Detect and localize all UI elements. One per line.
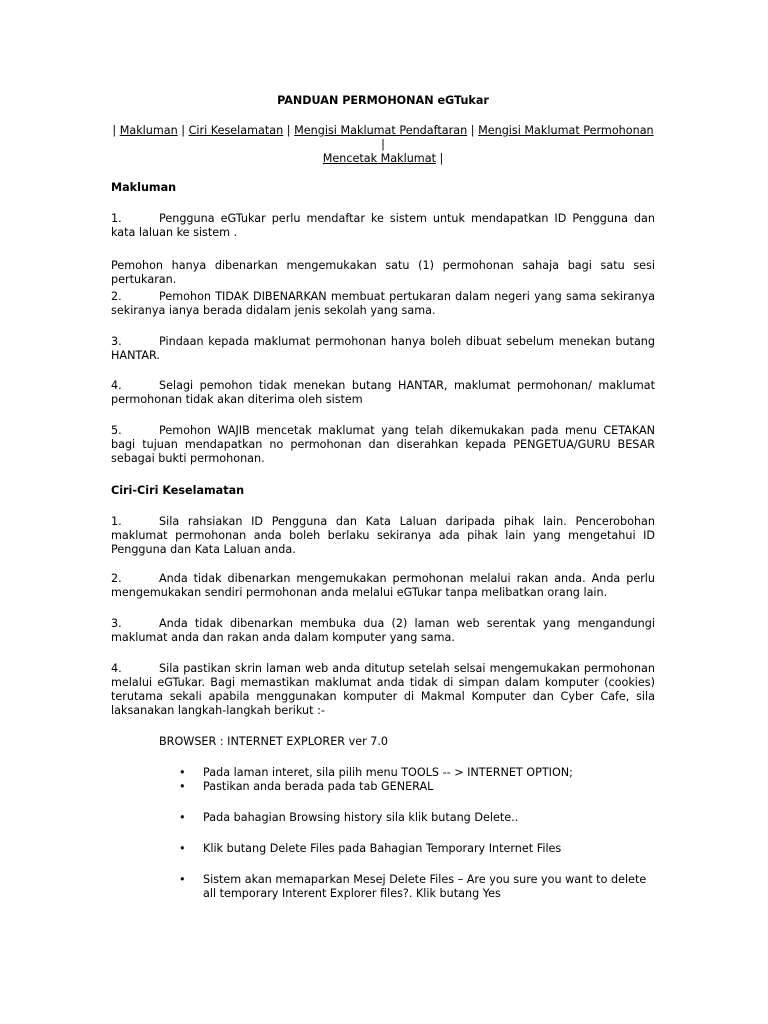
item-number: 1. xyxy=(111,515,122,528)
browser-label: BROWSER : INTERNET EXPLORER ver 7.0 xyxy=(159,735,389,748)
bullet-icon: • xyxy=(179,780,186,793)
nav-separator: | xyxy=(439,152,444,165)
bullet-icon: • xyxy=(179,873,186,886)
section-heading-makluman: Makluman xyxy=(111,181,177,194)
item-text: Sila rahsiakan ID Pengguna dan Kata Laluan daripada pihak lain. Pencerobohan maklumat permohonan anda boleh berlaku sekiranya ada pihak lain yang mengetahui ID Pengguna dan Kata Laluan anda. xyxy=(111,515,655,556)
makluman-item-3 xyxy=(111,335,655,363)
item-number: 2. xyxy=(111,572,122,585)
item-text: Pemohon TIDAK DIBENARKAN membuat pertukaran dalam negeri yang sama sekiranya sekiranya ianya berada didalam jenis sekolah yang sama. xyxy=(111,290,655,317)
item-text: Pengguna eGTukar perlu mendaftar ke sistem untuk mendapatkan ID Pengguna dan kata laluan ke sistem . xyxy=(111,212,655,239)
steps-list-d xyxy=(177,873,657,901)
item-text: Anda tidak dibenarkan membuka dua (2) laman web serentak yang mengandungi maklumat anda dan rakan anda dalam komputer yang sama. xyxy=(111,617,655,644)
ciri-item-1 xyxy=(111,515,655,557)
item-text: Pemohon WAJIB mencetak maklumat yang telah dikemukakan pada menu CETAKAN bagi tujuan mendapatkan no permohonan dan diserahkan kepada PENGETUA/GURU BESAR sebagai bukti permohonan. xyxy=(111,424,655,465)
item-text: Selagi pemohon tidak menekan butang HANTAR, maklumat permohonan/ maklumat permohonan tidak akan diterima oleh sistem xyxy=(111,379,655,406)
ciri-item-2 xyxy=(111,572,655,600)
bullet-icon: • xyxy=(179,811,186,824)
bullet-icon: • xyxy=(179,766,186,779)
makluman-note: Pemohon hanya dibenarkan mengemukakan satu (1) permohonan sahaja bagi satu sesi pertukaran. xyxy=(111,259,655,286)
item-number: 2. xyxy=(111,290,122,303)
nav-separator: | xyxy=(286,124,291,137)
item-number: 5. xyxy=(111,424,122,437)
list-item: • Pada bahagian Browsing history sila klik butang Delete.. xyxy=(179,811,519,824)
ciri-item-4 xyxy=(111,662,655,718)
makluman-item-2 xyxy=(111,290,655,318)
ciri-item-3 xyxy=(111,617,655,645)
nav-separator: | xyxy=(112,124,117,137)
nav-link-mencetak-maklumat[interactable]: Mencetak Maklumat xyxy=(322,152,436,165)
makluman-item-5 xyxy=(111,424,655,466)
item-number: 3. xyxy=(111,617,122,630)
item-text: Sila pastikan skrin laman web anda ditutup setelah selsai mengemukakan permohonan melalui eGTukar. Bagi memastikan maklumat anda tidak di simpan dalam komputer (cookies) terutama sekali apabila menggunakan komputer di Makmal Komputer dan Cyber Cafe, sila laksanakan langkah-langkah berikut :- xyxy=(111,662,655,717)
item-number: 4. xyxy=(111,379,122,392)
section-nav xyxy=(111,124,655,166)
nav-separator: | xyxy=(470,124,475,137)
item-number: 3. xyxy=(111,335,122,348)
item-number: 1. xyxy=(111,212,122,225)
bullet-icon: • xyxy=(179,842,186,855)
makluman-item-4 xyxy=(111,379,655,407)
steps-list-c xyxy=(177,842,657,856)
steps-list-a xyxy=(177,766,657,794)
item-text: Anda tidak dibenarkan mengemukakan permohonan melalui rakan anda. Anda perlu mengemukakan sendiri permohonan anda melalui eGTukar tanpa melibatkan orang lain. xyxy=(111,572,655,599)
nav-separator: | xyxy=(381,138,385,151)
steps-list-b xyxy=(177,811,657,825)
section-heading-ciri-keselamatan: Ciri-Ciri Keselamatan xyxy=(111,484,245,497)
list-item: • Sistem akan memaparkan Mesej Delete Files – Are you sure you want to delete all temporary Interent Explorer files?. Klik butang Yes xyxy=(179,873,647,900)
list-item: • Klik butang Delete Files pada Bahagian Temporary Internet Files xyxy=(179,842,562,855)
nav-link-mengisi-pendaftaran[interactable]: Mengisi Maklumat Pendaftaran xyxy=(294,124,468,137)
nav-separator: | xyxy=(181,124,186,137)
nav-link-ciri-keselamatan[interactable]: Ciri Keselamatan xyxy=(188,124,284,137)
item-text: Pindaan kepada maklumat permohonan hanya boleh dibuat sebelum menekan butang HANTAR. xyxy=(111,335,655,362)
list-item: • Pada laman interet, sila pilih menu TOOLS -- > INTERNET OPTION; xyxy=(179,766,573,779)
list-item: • Pastikan anda berada pada tab GENERAL xyxy=(179,780,434,793)
makluman-item-1 xyxy=(111,212,655,240)
page-title: PANDUAN PERMOHONAN eGTukar xyxy=(277,94,489,107)
nav-link-makluman[interactable]: Makluman xyxy=(119,124,178,137)
item-number: 4. xyxy=(111,662,122,675)
nav-link-mengisi-permohonan[interactable]: Mengisi Maklumat Permohonan xyxy=(478,124,654,137)
